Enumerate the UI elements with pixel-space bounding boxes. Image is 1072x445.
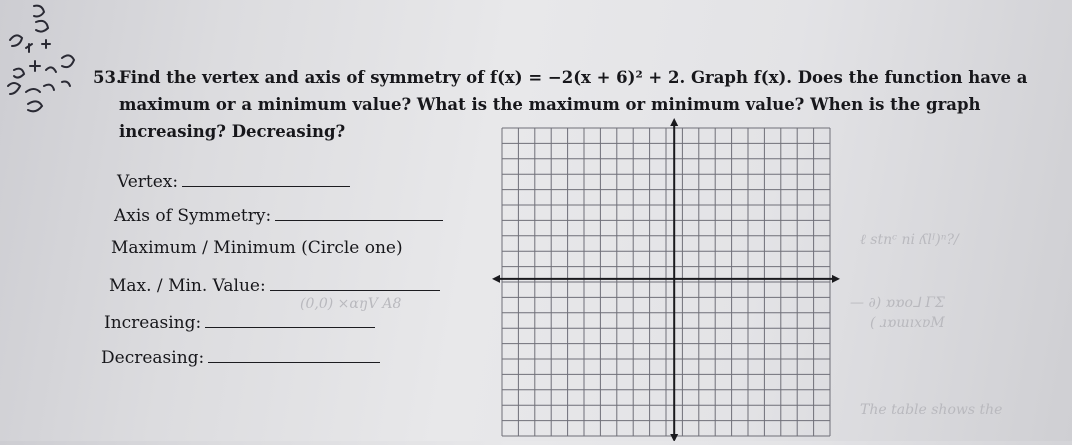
value-label: Max. / Min. Value:: [109, 276, 266, 296]
value-answer-blank[interactable]: [270, 274, 440, 291]
vertex-answer-blank[interactable]: [182, 170, 350, 187]
y-axis-down-arrow: [670, 434, 678, 441]
maxmin-row: [111, 238, 403, 258]
y-axis-up-arrow: [670, 118, 678, 126]
handwritten-scribble: [0, 0, 90, 140]
bleed-through-text: ℓ stnᶜ ni ʎlᴵ)ⁿ?/: [860, 232, 959, 248]
bleed-through-text: The table shows the: [860, 402, 1003, 418]
vertex-label: Vertex:: [117, 172, 179, 192]
bleed-through-text: ( ɹɒɯıxɐM: [870, 315, 945, 331]
axis-answer-blank[interactable]: [275, 204, 443, 221]
x-axis-left-arrow: [492, 275, 500, 283]
decreasing-row: [101, 346, 380, 368]
decreasing-answer-blank[interactable]: [208, 346, 380, 363]
x-axis-right-arrow: [832, 275, 840, 283]
increasing-label: Increasing:: [104, 313, 202, 333]
problem-line-3: increasing? Decreasing?: [119, 122, 346, 141]
decreasing-label: Decreasing:: [101, 348, 205, 368]
increasing-row: [104, 311, 375, 333]
axis-label: Axis of Symmetry:: [114, 206, 272, 226]
problem-number: 53.: [93, 68, 122, 87]
vertex-row: [117, 170, 350, 192]
coordinate-grid[interactable]: [490, 118, 870, 441]
bleed-through-text: — ∂) ɒɒo⅃ ΓΣ: [850, 295, 945, 311]
problem-line-2: maximum or a minimum value? What is the maximum or minimum value? When is the graph: [119, 95, 981, 114]
problem-line-1: Find the vertex and axis of symmetry of f(x) = −2(x + 6)² + 2. Graph f(x). Does the function have a: [119, 68, 1028, 87]
coordinate-grid-svg[interactable]: [490, 118, 870, 441]
increasing-answer-blank[interactable]: [205, 311, 375, 328]
value-row: [109, 274, 440, 296]
bleed-through-text: (0,0) ×ɑŋV A8: [300, 296, 402, 312]
maxmin-choice-label[interactable]: Maximum / Minimum (Circle one): [111, 238, 403, 258]
axis-row: [114, 204, 443, 226]
